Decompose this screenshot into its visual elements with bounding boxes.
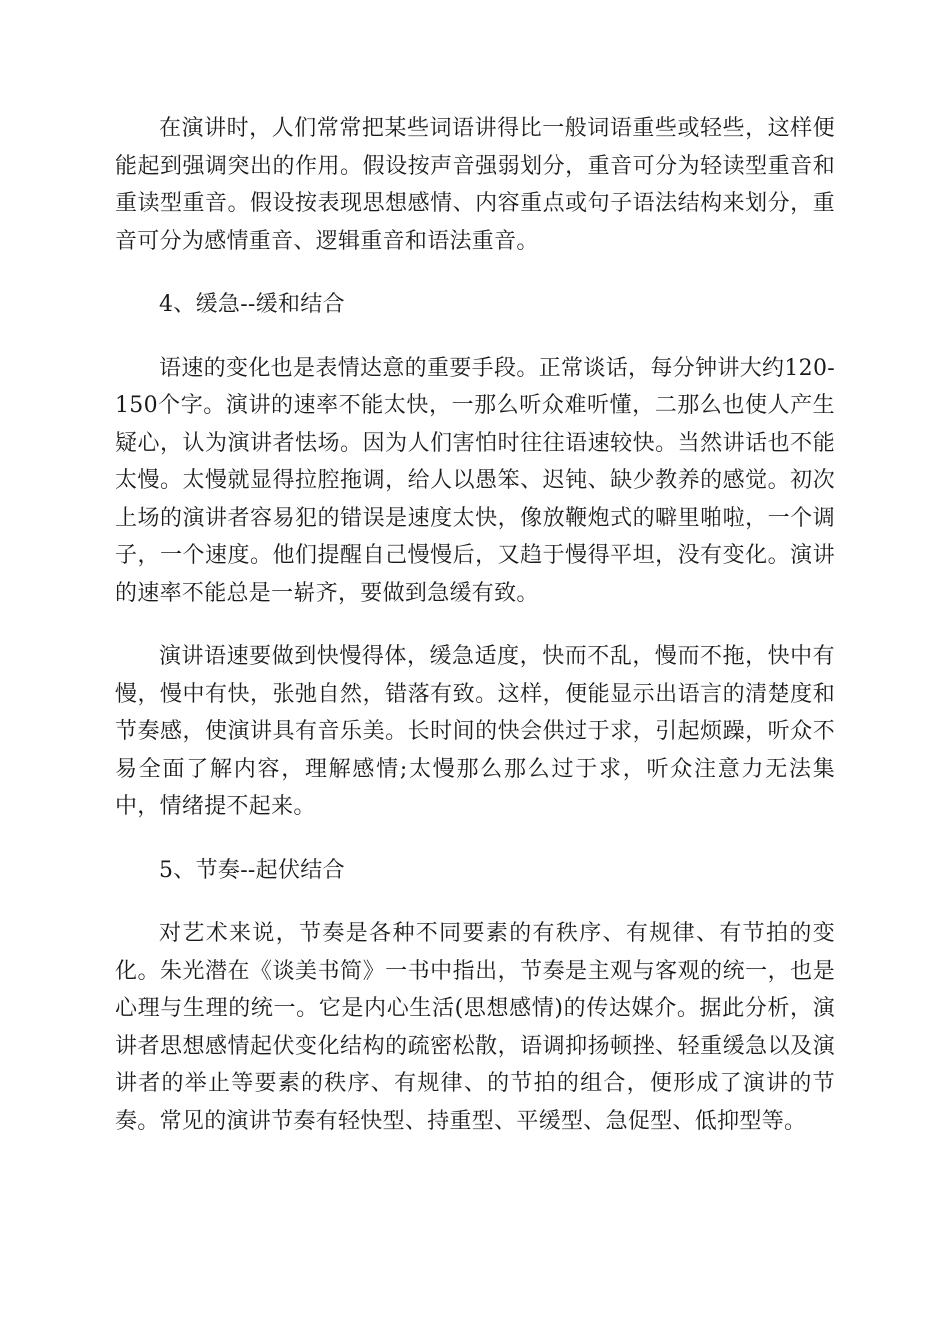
paragraph-stress: 在演讲时，人们常常把某些词语讲得比一般词语重些或轻些，这样便能起到强调突出的作用。假设按声音强弱划分，重音可分为轻读型重音和重读型重音。假设按表现思想感情、内容重点或句子语法结构来划分，重音可分为感情重音、逻辑重音和语法重音。	[115, 116, 835, 254]
section-heading-rhythm: 5、节奏--起伏结合	[159, 857, 345, 883]
paragraph-rhythm: 对艺术来说，节奏是各种不同要素的有秩序、有规律、有节拍的变化。朱光潜在《谈美书简》一书中指出，节奏是主观与客观的统一，也是心理与生理的统一。它是内心生活(思想感情)的传达媒介。据此分析，演讲者思想感情起伏变化结构的疏密松散，语调抑扬顿挫、轻重缓急以及演讲者的举止等要素的秩序、有规律、的节拍的组合，便形成了演讲的节奏。常见的演讲节奏有轻快型、持重型、平缓型、急促型、低抑型等。	[115, 921, 835, 1134]
document-page	[115, 110, 835, 1140]
section-heading-tempo: 4、缓急--缓和结合	[159, 292, 345, 317]
paragraph-speech-rate: 语速的变化也是表情达意的重要手段。正常谈话，每分钟讲大约120-150个字。演讲的速率不能太快，一那么听众难听懂，二那么也使人产生疑心，认为演讲者怯场。因为人们害怕时往往语速较快。当然讲话也不能太慢。太慢就显得拉腔拖调，给人以愚笨、迟钝、缺少教养的感觉。初次上场的演讲者容易犯的错误是速度太快，像放鞭炮式的噼里啪啦，一个调子，一个速度。他们提醒自己慢慢后，又趋于慢得平坦，没有变化。演讲的速率不能总是一崭齐，要做到急缓有致。	[115, 355, 835, 606]
paragraph-speed-balance: 演讲语速要做到快慢得体，缓急适度，快而不乱，慢而不拖，快中有慢，慢中有快，张弛自然，错落有致。这样，便能显示出语言的清楚度和节奏感，使演讲具有音乐美。长时间的快会供过于求，引起烦躁，听众不易全面了解内容，理解感情;太慢那么那么过于求，听众注意力无法集中，情绪提不起来。	[115, 644, 835, 819]
